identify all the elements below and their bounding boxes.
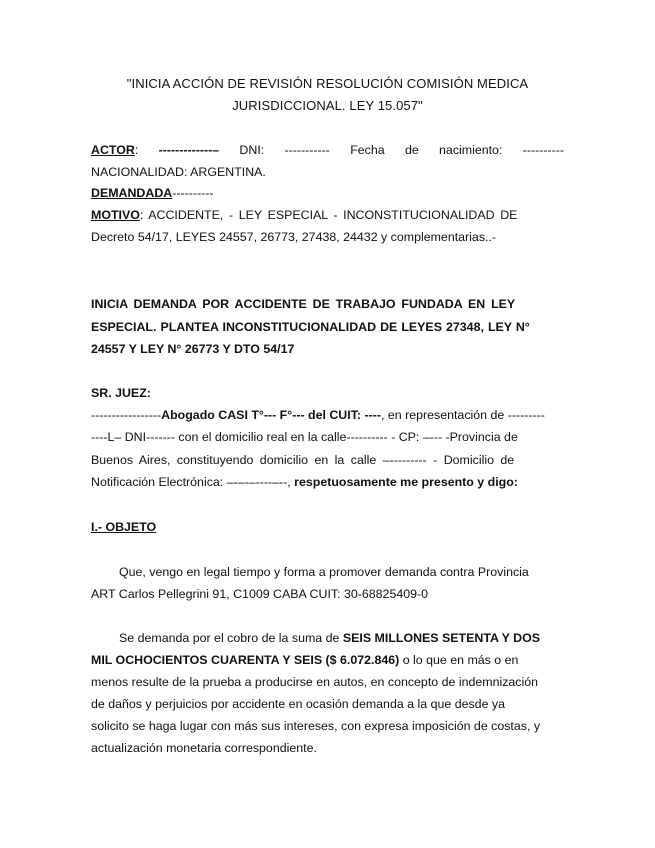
intro-line-3: Buenos Aires, constituyendo domicilio en la calle –--------- - Domicilio de — [91, 453, 515, 467]
dni-label: DNI: — [239, 143, 265, 157]
objeto-p2-line-2 — [91, 653, 564, 667]
intro-line-4 — [91, 475, 564, 489]
monto-bold-cont: MIL OCHOCIENTOS CUARENTA Y SEIS ($ 6.072.846) — [91, 653, 400, 667]
document-title-line-2: JURISDICCIONAL. LEY 15.057" — [232, 98, 423, 113]
objeto-p2-line-1 — [91, 631, 592, 645]
objeto-p2-line-6: actualización monetaria correspondiente. — [91, 741, 317, 755]
motivo-line-2: Decreto 54/17, LEYES 24557, 26773, 27438, 24432 y complementarias..- — [91, 230, 497, 244]
demanda-text: Se demanda por el cobro de la suma de — [119, 631, 343, 645]
nacimiento-value: ---------- — [522, 143, 564, 157]
heading-line-2: ESPECIAL. PLANTEA INCONSTITUCIONALIDAD DE LEYES 27348, LEY N° — [91, 320, 530, 334]
demandada-label: DEMANDADA — [91, 186, 173, 200]
sr-juez: SR. JUEZ: — [91, 386, 151, 400]
intro-dashes: ----------------- — [91, 408, 162, 422]
heading-line-1: INICIA DEMANDA POR ACCIDENTE DE TRABAJO FUNDADA EN LEY — [91, 297, 516, 311]
demandada-value: ---------- — [172, 186, 214, 200]
heading-line-3: 24557 Y LEY N° 26773 Y DTO 54/17 — [91, 342, 295, 356]
motivo-text: : ACCIDENTE, - LEY ESPECIAL - INCONSTITUCIONALIDAD DE — [139, 208, 518, 222]
objeto-p1-line-2: ART Carlos Pellegrini 91, C1009 CABA CUIT: 30-68825409-0 — [91, 587, 429, 601]
objeto-p2-line-4: de daños y perjuicios por accidente en ocasión demanda a la que desde ya — [91, 697, 505, 711]
fecha-word: Fecha — [350, 143, 385, 157]
objeto-p2-line-3: menos resulte de la prueba a producirse en autos, en concepto de indemnización — [91, 675, 539, 689]
objeto-heading: I.- OBJETO — [91, 520, 157, 534]
nacimiento-label: nacimiento: — [439, 143, 503, 157]
actor-field — [91, 143, 138, 157]
de-word: de — [404, 143, 419, 157]
intro-line-2: ----L– DNI------- con el domicilio real en la calle---------- - CP: –--- -Provincia de — [91, 430, 518, 444]
demandada-line — [91, 186, 564, 200]
intro-line-1 — [91, 408, 564, 422]
nacionalidad-line: NACIONALIDAD: ARGENTINA. — [91, 165, 266, 179]
motivo-line-1 — [91, 208, 564, 222]
objeto-p2-line-5: solicito se haga lugar con más sus intereses, con expresa imposición de costas, y — [91, 719, 541, 733]
actor-line — [91, 143, 564, 157]
actor-value: -------------– — [158, 143, 220, 157]
presento-bold: respetuosamente me presento y digo: — [294, 475, 518, 489]
monto-rest: o lo que en más o en — [399, 653, 519, 667]
objeto-p1-line-1: Que, vengo en legal tiempo y forma a promover demanda contra Provincia — [119, 565, 529, 579]
actor-colon: : — [134, 143, 139, 157]
dni-value: ----------- — [284, 143, 330, 157]
monto-bold: SEIS MILLONES SETENTA Y DOS — [342, 631, 541, 645]
document-title-line-1: "INICIA ACCIÓN DE REVISIÓN RESOLUCIÓN COMISIÓN MEDICA — [126, 76, 529, 91]
motivo-label: MOTIVO — [91, 208, 140, 222]
notificacion-text: Notificación Electrónica: –-–-–----–--, — [91, 475, 295, 489]
abogado-bold: Abogado CASI T°--- F°--- del CUIT: ---- — [161, 408, 381, 422]
actor-label: ACTOR — [91, 143, 135, 157]
intro-rest: , en representación de --------- — [380, 408, 545, 422]
